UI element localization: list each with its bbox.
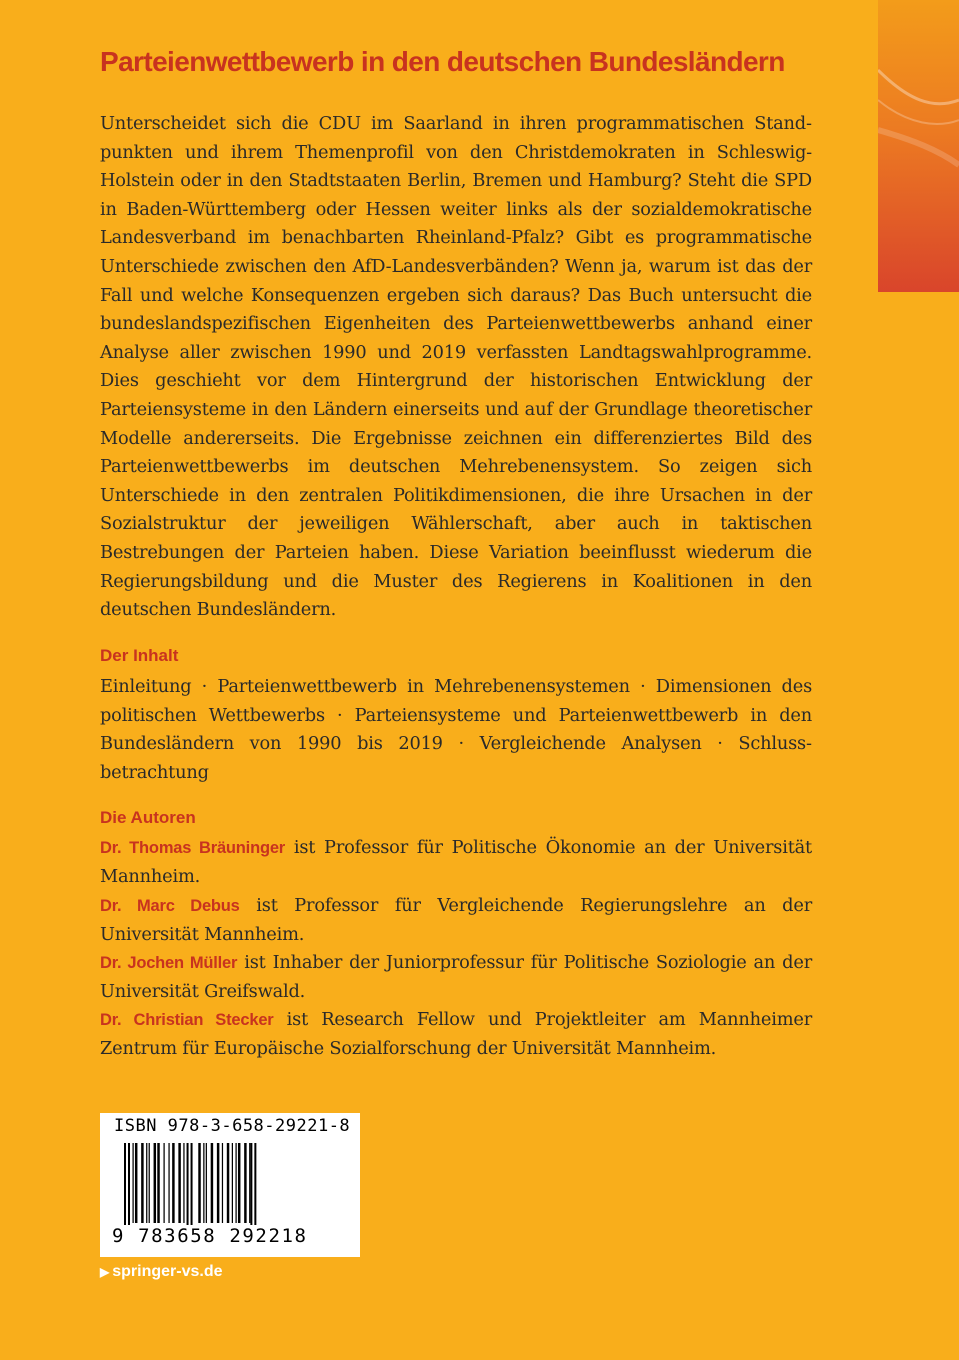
barcode-bar: [203, 1143, 204, 1223]
barcode-bar: [165, 1143, 169, 1223]
barcode-bar: [249, 1143, 250, 1223]
barcode-bar: [195, 1143, 199, 1223]
barcode-bar: [211, 1143, 213, 1223]
barcode-bar: [132, 1143, 133, 1223]
author-entry: [100, 1006, 812, 1063]
author-entry: [100, 949, 812, 1006]
barcode-bar: [183, 1143, 184, 1223]
barcode-bar: [150, 1143, 154, 1223]
barcode-bar: [223, 1143, 227, 1223]
barcode-bar: [160, 1143, 164, 1223]
barcode-bar: [222, 1143, 223, 1223]
barcode-bar: [189, 1143, 191, 1237]
barcode-bar: [134, 1143, 135, 1223]
barcode-bar: [233, 1143, 235, 1223]
barcode-bar: [237, 1143, 238, 1223]
author-description: ist Research Fellow und Projektleiter am Mannheimer Zentrum für Europäische Sozialforschung der Universität Mannheim.: [100, 1009, 813, 1059]
barcode-bar: [163, 1143, 164, 1223]
barcode-bar: [219, 1143, 221, 1223]
barcode-bar: [172, 1143, 174, 1223]
barcode-bar: [130, 1143, 132, 1223]
barcode-bar: [141, 1143, 143, 1223]
barcode-bar: [193, 1143, 195, 1237]
barcode-bar: [254, 1143, 256, 1237]
barcode-bar: [213, 1143, 217, 1223]
barcode-bar: [206, 1143, 207, 1223]
author-description: ist Inhaber der Juniorprofessur für Politische Soziologie an der Universität Greifswald.: [100, 952, 812, 1002]
barcode-bar: [238, 1143, 240, 1223]
author-name: Dr. Jochen Müller: [100, 954, 238, 972]
barcode-bar: [240, 1143, 244, 1223]
barcode-bar: [247, 1143, 249, 1223]
barcode-bar: [187, 1143, 189, 1237]
barcode-bar: [175, 1143, 179, 1223]
barcode-bar: [227, 1143, 229, 1223]
barcode-bar: [244, 1143, 246, 1223]
barcode-bar: [149, 1143, 150, 1223]
isbn-label: ISBN 978-3-658-29221-8: [114, 1116, 351, 1136]
barcode-bar: [170, 1143, 172, 1223]
barcode-bar: [207, 1143, 211, 1223]
barcode-bar: [157, 1143, 159, 1223]
barcode-bar: [128, 1143, 130, 1237]
arrow-icon: ▶: [100, 1265, 110, 1279]
barcode-bar: [147, 1143, 148, 1223]
barcode-bar: [252, 1143, 254, 1237]
barcode-bar: [146, 1143, 147, 1223]
barcode-bar: [191, 1143, 193, 1237]
barcode-bar: [181, 1143, 183, 1223]
author-name: Dr. Marc Debus: [100, 897, 240, 915]
barcode-bar: [124, 1143, 126, 1237]
book-title: Parteienwettbewerb in den deutschen Bundesländern: [100, 46, 785, 77]
barcode-bar: [229, 1143, 231, 1223]
barcode-bar: [135, 1143, 137, 1223]
author-entry: [100, 834, 812, 891]
author-description: ist Professor für Politische Ökonomie an der Universität Mannheim.: [100, 837, 812, 887]
barcode-bar: [154, 1143, 156, 1223]
barcode-bar: [156, 1143, 157, 1223]
contents-heading: Der Inhalt: [100, 646, 179, 665]
barcode-bar: [232, 1143, 233, 1223]
barcode-bar: [137, 1143, 141, 1223]
contents-text: Einleitung · Parteienwettbewerb in Mehrebenensystemen · Dimensionen des politischen Wettbewerbs · Parteiensysteme und Parteienwettbewerb in den Bundesländern von 1990 bis 2019 · Vergleichende Analysen · Schlussbetrachtung: [100, 676, 812, 783]
barcode-bar: [178, 1143, 180, 1223]
authors-heading: Die Autoren: [100, 808, 196, 827]
barcode-bar: [168, 1143, 169, 1223]
barcode-bar: [198, 1143, 200, 1223]
author-name: Dr. Christian Stecker: [100, 1011, 274, 1029]
corner-decoration: [878, 0, 959, 292]
barcode-bar: [144, 1143, 146, 1223]
isbn-digits: 9 783658 292218: [112, 1225, 308, 1247]
author-description: ist Professor für Vergleichende Regierungslehre an der Universität Mannheim.: [100, 895, 812, 945]
barcode-bar: [217, 1143, 219, 1223]
barcode-bars: [124, 1143, 338, 1237]
publisher-website[interactable]: [100, 1263, 223, 1281]
barcode-bar: [185, 1143, 187, 1237]
author-entry: [100, 892, 812, 949]
book-description: Unterscheidet sich die CDU im Saarland in ihren programmatischen Standpunkten und ihrem Themenprofil von den Christdemokraten in Schleswig-Holstein oder in den Stadtstaaten Berlin, Bremen und Hamburg? Steht die SPD in Baden-Württemberg oder Hessen weiter links als der sozialdemokratische Landesverband im benachbarten Rheinland-Pfalz? Gibt es programmatische Unterschiede zwischen den AfD-Landesverbänden? Wenn ja, warum ist das der Fall und welche Konsequenzen ergeben sich daraus? Das Buch untersucht die bundeslandspezifischen Eigenheiten des Parteienwettbewerbs anhand einer Analyse aller zwischen 1990 und 2019 verfassten Landtagswahlprogramme. Dies geschieht vor dem Hintergrund der historischen Entwicklung der Parteiensysteme in den Ländern einerseits und auf der Grundlage theoretischer Modelle andererseits. Die Ergebnisse zeichnen ein differenziertes Bild des Parteienwettbewerbs im deutschen Mehrebenensystem. So zeigen sich Unterschiede in den zentralen Politikdimensionen, die ihre Ursachen in der Sozialstruktur der jeweiligen Wählerschaft, aber auch in taktischen Bestrebungen der Parteien haben. Diese Variation beeinflusst wiederum die Regierungsbildung und die Muster des Regierens in Koalitionen in den deutschen Bundesländern.: [100, 113, 812, 621]
barcode-bar: [235, 1143, 236, 1223]
barcode-bar: [204, 1143, 205, 1223]
barcode-bar: [201, 1143, 203, 1223]
barcode-bar: [126, 1143, 128, 1237]
barcode-bar: [250, 1143, 252, 1237]
isbn-barcode: [100, 1113, 360, 1257]
author-name: Dr. Thomas Bräuninger: [100, 839, 286, 857]
website-link[interactable]: springer-vs.de: [112, 1263, 223, 1280]
